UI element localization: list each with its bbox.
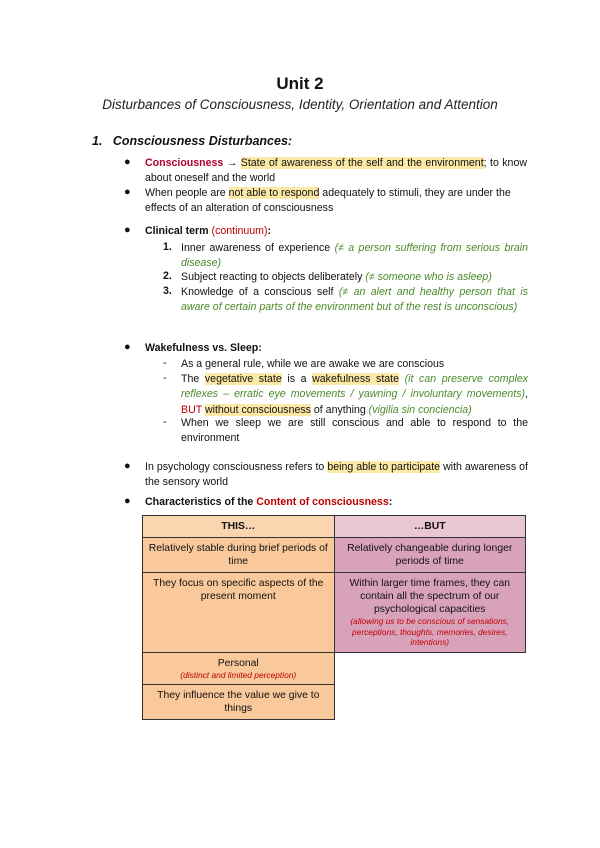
continuum-label: (continuum) bbox=[208, 225, 268, 237]
item-note: (≠ someone who is asleep) bbox=[365, 271, 492, 283]
table-cell bbox=[334, 573, 526, 653]
bullet-dot: ● bbox=[124, 495, 131, 507]
item-text: is a bbox=[281, 373, 313, 385]
item-note: (it can preserve complex reflexes – erratic eye movements / yawning / involuntary movements) bbox=[181, 373, 529, 401]
but-label: BUT bbox=[181, 403, 205, 416]
bullet-text: adequately to stimuli, they are under the effects of an alteration of consciousness bbox=[145, 187, 511, 215]
table-cell: They influence the value we give to things bbox=[143, 685, 335, 720]
content-label: Content of consciousness bbox=[256, 496, 389, 508]
table-cell: They focus on specific aspects of the present moment bbox=[143, 573, 335, 653]
cell-text: Personal bbox=[217, 657, 259, 669]
colon: : bbox=[388, 496, 393, 508]
table-cell bbox=[143, 652, 335, 685]
table-cell: Relatively changeable during longer periods of time bbox=[334, 538, 526, 573]
list-number: 2. bbox=[163, 270, 172, 282]
highlight-participate: being able to participate bbox=[327, 461, 441, 473]
bullet-dot: ● bbox=[124, 460, 131, 472]
highlight-respond: not able to respond bbox=[228, 187, 320, 199]
page-subtitle: Disturbances of Consciousness, Identity, Orientation and Attention bbox=[102, 97, 498, 112]
dash-marker: - bbox=[163, 372, 167, 384]
bullet-respond bbox=[145, 186, 530, 217]
bullet-text: ; to know about oneself and the world bbox=[145, 157, 527, 185]
empty-cell bbox=[334, 652, 526, 685]
bullet-text: Characteristics of the bbox=[145, 496, 257, 508]
item-text: of anything bbox=[310, 403, 369, 416]
bullet-text: When people are bbox=[145, 187, 229, 199]
wake-item-3: When we sleep we are still conscious and able to respond to the environment bbox=[181, 417, 528, 445]
bullet-dot: ● bbox=[124, 224, 131, 236]
dash-marker: - bbox=[163, 416, 167, 428]
term-consciousness: Consciousness bbox=[145, 157, 224, 169]
bullet-text: with awareness of the sensory world bbox=[145, 461, 528, 489]
bullet-psychology bbox=[145, 460, 528, 491]
cell-note: (allowing us to be conscious of sensations, perceptions, thoughts, memories, desires, intentions) bbox=[350, 616, 510, 647]
section-title: Consciousness Disturbances: bbox=[112, 134, 293, 148]
table-row bbox=[143, 685, 526, 720]
table-row bbox=[143, 573, 526, 653]
bullet-dot: ● bbox=[124, 186, 131, 198]
section-heading bbox=[92, 134, 292, 148]
bullet-dot: ● bbox=[124, 341, 131, 353]
arrow: → bbox=[223, 157, 241, 169]
bullet-consciousness bbox=[145, 156, 527, 187]
clinical-item-3 bbox=[181, 285, 528, 316]
clinical-label: Clinical term bbox=[145, 225, 209, 237]
table-cell: Relatively stable during brief periods of time bbox=[143, 538, 335, 573]
item-note: (vigilia sin conciencia) bbox=[368, 403, 472, 416]
item-text: , bbox=[525, 388, 528, 401]
wake-item-2 bbox=[181, 372, 528, 418]
highlight-vegetative: vegetative state bbox=[204, 373, 282, 385]
table-row bbox=[143, 652, 526, 685]
item-note: (≠ an alert and healthy person that is aware of certain parts of the environment but of the rest is unconscious) bbox=[181, 286, 528, 314]
page-title: Unit 2 bbox=[276, 74, 324, 93]
list-number: 1. bbox=[163, 241, 172, 253]
item-text: Inner awareness of experience bbox=[181, 242, 335, 254]
bullet-text: In psychology consciousness refers to bbox=[145, 461, 328, 473]
item-text: Knowledge of a conscious self bbox=[181, 286, 339, 298]
table-row bbox=[143, 516, 526, 538]
clinical-item-1 bbox=[181, 241, 528, 272]
cell-text: Within larger time frames, they can contain all the spectrum of our psychological capacities bbox=[349, 578, 511, 615]
colon: : bbox=[267, 225, 272, 237]
bullet-clinical-term bbox=[145, 224, 271, 239]
item-text: Subject reacting to objects deliberately bbox=[181, 271, 366, 283]
list-number: 3. bbox=[163, 285, 172, 297]
bullet-wakefulness: Wakefulness vs. Sleep: bbox=[145, 342, 262, 354]
highlight-wakefulness: wakefulness state bbox=[312, 373, 399, 385]
dash-marker: - bbox=[163, 357, 167, 369]
wake-item-1: As a general rule, while we are awake we are conscious bbox=[181, 358, 445, 370]
section-number: 1. bbox=[92, 134, 103, 148]
header-but: …BUT bbox=[334, 516, 526, 538]
item-text: The bbox=[181, 373, 205, 385]
bullet-dot: ● bbox=[124, 156, 131, 168]
bullet-characteristics bbox=[145, 495, 392, 510]
cell-note: (distinct and limited perception) bbox=[180, 669, 297, 680]
highlight-without: without consciousness bbox=[204, 403, 311, 416]
header-this: THIS… bbox=[143, 516, 335, 538]
item-note: (≠ a person suffering from serious brain disease) bbox=[181, 242, 528, 270]
empty-cell bbox=[334, 685, 526, 720]
table-row bbox=[143, 538, 526, 573]
highlight-definition: State of awareness of the self and the environment bbox=[240, 157, 484, 169]
characteristics-table bbox=[142, 515, 526, 720]
clinical-item-2 bbox=[181, 270, 528, 285]
